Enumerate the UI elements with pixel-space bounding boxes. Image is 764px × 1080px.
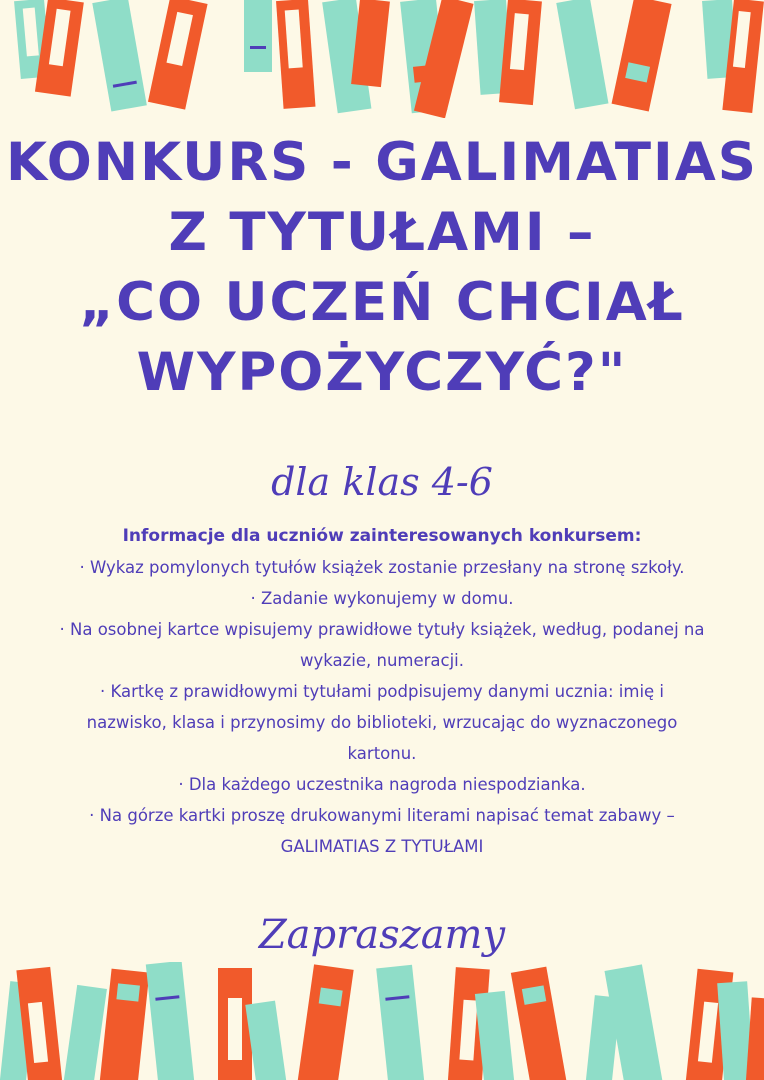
title-line-3: „CO UCZEŃ CHCIAŁ <box>79 272 685 333</box>
title-line-4: WYPOŻYCZYĆ?" <box>136 342 628 403</box>
info-item-home: · Zadanie wykonujemy w domu. <box>250 589 514 608</box>
info-item-prize: · Dla każdego uczestnika nagroda niespodzianka. <box>178 775 586 794</box>
info-item-header: · Na górze kartki proszę drukowanymi literami napisać temat zabawy – GALIMATIAS Z TYTUŁAMI <box>89 806 675 856</box>
page-title <box>0 128 764 408</box>
bottom-books-decoration <box>0 962 764 1080</box>
subtitle: dla klas 4-6 <box>271 460 493 504</box>
info-heading: Informacje dla uczniów zainteresowanych konkursem: <box>122 526 642 546</box>
info-item-website: · Wykaz pomylonych tytułów książek zostanie przesłany na stronę szkoły. <box>79 558 685 577</box>
info-item-card: · Na osobnej kartce wpisujemy prawidłowe tytuły książek, według, podanej na wykazie, numeracji. <box>59 620 705 670</box>
top-books-decoration <box>0 0 764 118</box>
title-line-2: Z TYTUŁAMI – <box>168 202 596 263</box>
closing-text: Zapraszamy <box>258 912 506 958</box>
info-section <box>0 520 764 862</box>
info-item-sign: · Kartkę z prawidłowymi tytułami podpisujemy danymi ucznia: imię i nazwisko, klasa i przynosimy do biblioteki, wrzucając do wyznaczonego kartonu. <box>86 682 678 763</box>
title-line-1: KONKURS - GALIMATIAS <box>6 132 758 193</box>
